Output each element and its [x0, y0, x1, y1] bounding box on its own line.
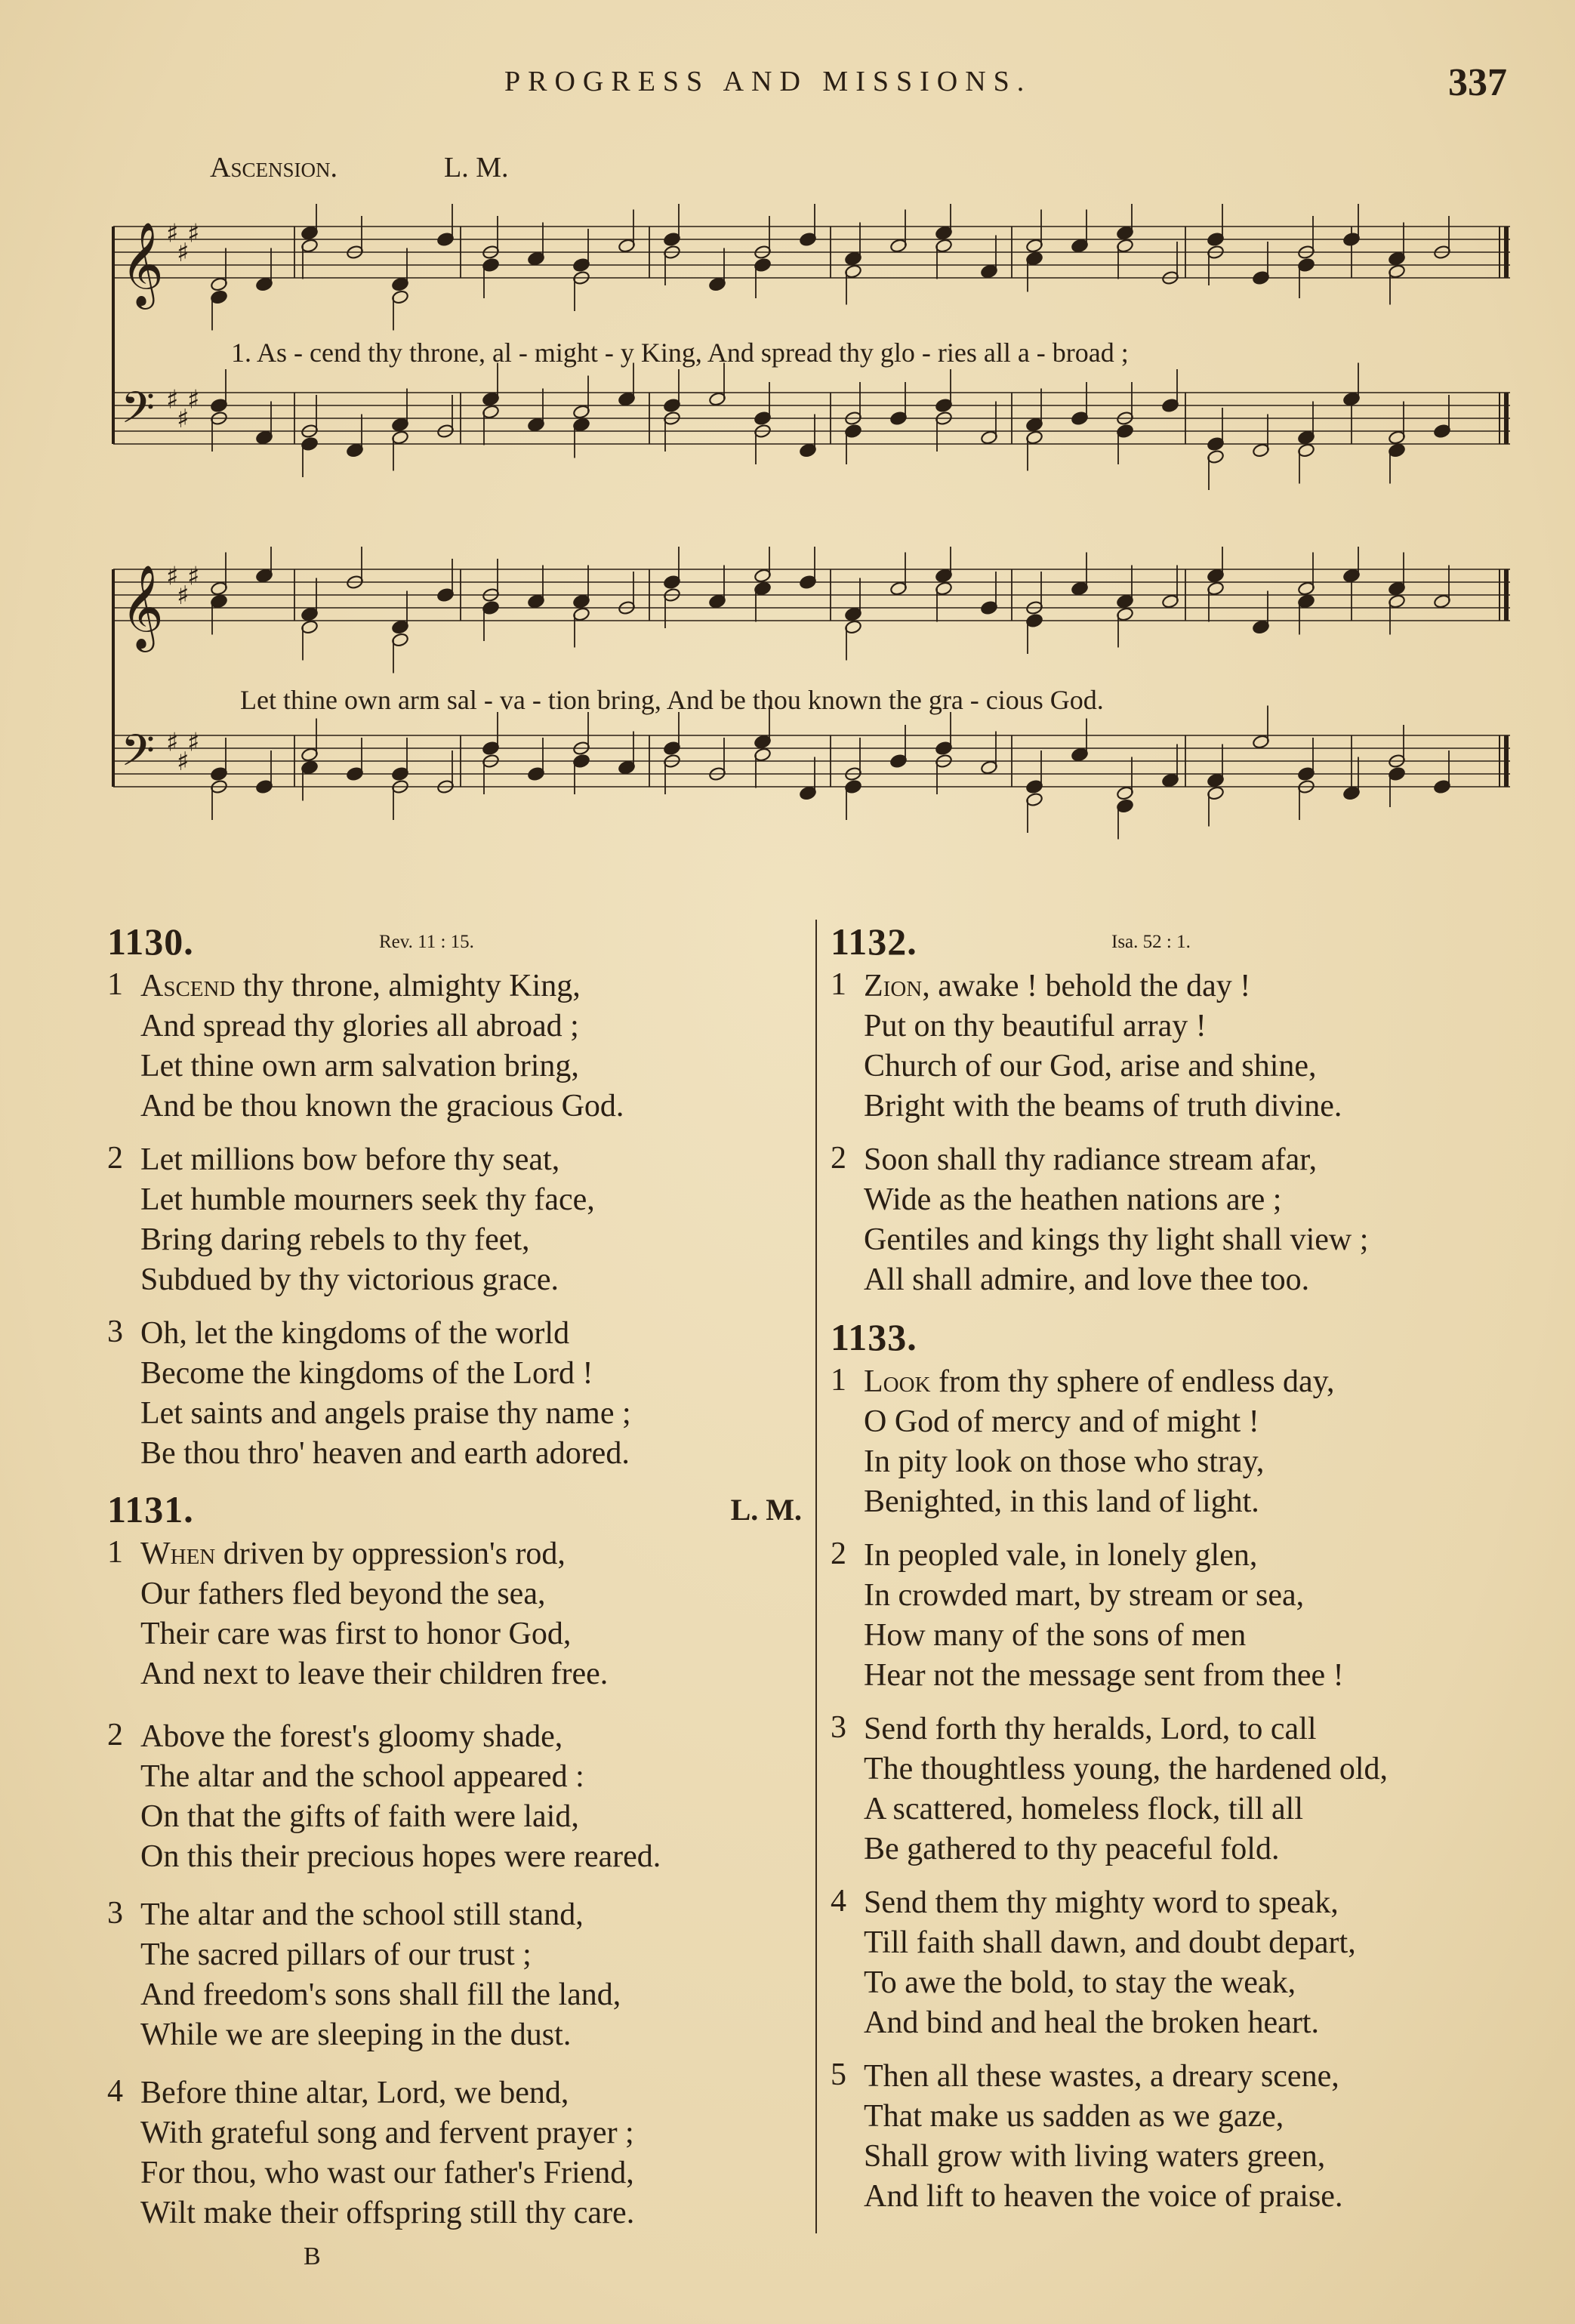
- verse-line: All shall admire, and love thee too.: [864, 1262, 1310, 1297]
- lyric-line-2: Let thine own arm sal - va - tion bring, And be thou known the gra - cious God.: [240, 685, 1104, 715]
- verse-line: thy throne, almighty King,: [242, 969, 581, 1003]
- stanza-number: 1: [831, 967, 846, 1002]
- sharp-icon: ♯: [177, 403, 190, 434]
- verse-line: awake ! behold the day !: [938, 969, 1251, 1003]
- sharp-icon: ♯: [166, 561, 179, 592]
- verse-line: Oh, let the kingdoms of the world: [140, 1316, 570, 1351]
- sharp-icon: ♯: [187, 727, 200, 758]
- verse-line: driven by oppression's rod,: [223, 1536, 566, 1571]
- verse-line: Church of our God, arise and shine,: [864, 1049, 1317, 1083]
- verse-line: Above the forest's gloomy shade,: [140, 1719, 563, 1754]
- stanza: [831, 1362, 1525, 1522]
- first-word: When: [140, 1536, 216, 1571]
- stanza: [831, 1709, 1525, 1869]
- verse-line: Gentiles and kings thy light shall view ;: [864, 1222, 1369, 1257]
- running-head: [0, 60, 1575, 106]
- sharp-icon: ♯: [166, 218, 179, 249]
- treble-clef-icon: 𝄞: [121, 221, 164, 306]
- stanza-number: 1: [831, 1363, 846, 1398]
- verse-line: While we are sleeping in the dust.: [140, 2017, 572, 2052]
- verse-line: The altar and the school still stand,: [140, 1897, 584, 1932]
- stanza-number: 2: [107, 1141, 123, 1176]
- stanza: [107, 1717, 802, 1877]
- final-barline: [1504, 735, 1509, 787]
- sharp-icon: ♯: [177, 237, 190, 268]
- hymn-1131: [107, 1487, 802, 2233]
- verse-line: The sacred pillars of our trust ;: [140, 1937, 532, 1972]
- hymn-1133: [831, 1315, 1525, 2217]
- verse-line: Then all these wastes, a dreary scene,: [864, 2059, 1339, 2094]
- verse-line: Let thine own arm salvation bring,: [140, 1049, 579, 1083]
- verse-line: Before thine altar, Lord, we bend,: [140, 2076, 569, 2110]
- verse-line: Soon shall thy radiance stream afar,: [864, 1142, 1318, 1177]
- sharp-icon: ♯: [187, 561, 200, 592]
- stanza: [831, 1883, 1525, 2043]
- verse-line: Our fathers fled beyond the sea,: [140, 1577, 546, 1611]
- verse-line: Benighted, in this land of light.: [864, 1484, 1259, 1519]
- verse-line: Wide as the heathen nations are ;: [864, 1182, 1282, 1217]
- final-barline: [1504, 393, 1509, 444]
- sharp-icon: ♯: [187, 218, 200, 249]
- verse-line: O God of mercy and of might !: [864, 1404, 1259, 1439]
- verse-line: Till faith shall dawn, and doubt depart,: [864, 1925, 1356, 1960]
- stanza: [107, 966, 802, 1127]
- verse-line: from thy sphere of endless day,: [938, 1364, 1335, 1399]
- sharp-icon: ♯: [166, 384, 179, 415]
- stanza-number: 1: [107, 967, 123, 1002]
- running-title: PROGRESS AND MISSIONS.: [504, 66, 1032, 97]
- stanza-number: 5: [831, 2057, 846, 2092]
- stanza-number: 2: [831, 1141, 846, 1176]
- hymn-number: 1133.: [831, 1316, 917, 1358]
- verse-line: How many of the sons of men: [864, 1618, 1247, 1653]
- column-divider: [815, 920, 817, 2233]
- verse-line: Be thou thro' heaven and earth adored.: [140, 1436, 630, 1471]
- sharp-icon: ♯: [187, 384, 200, 415]
- sharp-icon: ♯: [166, 727, 179, 758]
- verse-line: Let humble mourners seek thy face,: [140, 1182, 595, 1217]
- verse-line: And be thou known the gracious God.: [140, 1089, 624, 1123]
- scripture-reference: Isa. 52 : 1.: [1111, 932, 1191, 952]
- stanza-number: 2: [831, 1536, 846, 1571]
- verse-line: On that the gifts of faith were laid,: [140, 1799, 579, 1834]
- hymn-number: 1132.: [831, 920, 917, 963]
- verse-line: Wilt make their offspring still thy care.: [140, 2196, 635, 2230]
- verse-line: Let saints and angels praise thy name ;: [140, 1396, 631, 1431]
- sharp-icon: ♯: [177, 580, 190, 611]
- verse-line: And spread thy glories all abroad ;: [140, 1009, 579, 1043]
- stanza-number: 3: [107, 1896, 123, 1931]
- verse-line: Their care was first to honor God,: [140, 1617, 572, 1651]
- verse-line: Become the kingdoms of the Lord !: [140, 1356, 593, 1391]
- signature-mark: B: [304, 2242, 321, 2270]
- verse-line: Shall grow with living waters green,: [864, 2139, 1326, 2174]
- hymn-column-left: [107, 920, 802, 2247]
- verse-line: The altar and the school appeared :: [140, 1759, 584, 1794]
- verse-line: The thoughtless young, the hardened old,: [864, 1752, 1389, 1786]
- verse-line: In peopled vale, in lonely glen,: [864, 1538, 1258, 1573]
- verse-line: Send them thy mighty word to speak,: [864, 1885, 1339, 1920]
- tune-name: Ascension.: [210, 152, 338, 183]
- lyric-line-1: 1. As - cend thy throne, al - might - y King, And spread thy glo - ries all a - broad ;: [231, 338, 1129, 368]
- bass-clef-icon: 𝄢: [121, 382, 156, 444]
- verse-line: And freedom's sons shall fill the land,: [140, 1977, 621, 2012]
- hymn-meter: L. M.: [730, 1493, 802, 1527]
- stanza: [107, 1534, 802, 1694]
- verse-line: And next to leave their children free.: [140, 1657, 609, 1691]
- hymn-number: 1130.: [107, 920, 194, 963]
- verse-line: Put on thy beautiful array !: [864, 1009, 1207, 1043]
- stanza-number: 3: [107, 1315, 123, 1349]
- verse-line: Be gathered to thy peaceful fold.: [864, 1832, 1280, 1866]
- verse-line: Bright with the beams of truth divine.: [864, 1089, 1342, 1123]
- hymn-number: 1131.: [107, 1488, 194, 1530]
- stanza: [107, 2073, 802, 2233]
- verse-line: And lift to heaven the voice of praise.: [864, 2179, 1343, 2214]
- verse-line: To awe the bold, to stay the weak,: [864, 1965, 1296, 2000]
- verse-line: And bind and heal the broken heart.: [864, 2005, 1319, 2040]
- verse-line: Subdued by thy victorious grace.: [140, 1262, 559, 1297]
- hymn-column-right: [831, 920, 1525, 2230]
- verse-line: In pity look on those who stray,: [864, 1444, 1265, 1479]
- stanza-number: 1: [107, 1535, 123, 1570]
- page-number: 337: [1448, 61, 1507, 104]
- stanza-number: 4: [831, 1884, 846, 1919]
- verse-line: In crowded mart, by stream or sea,: [864, 1578, 1305, 1613]
- final-barline: [1504, 569, 1509, 621]
- scripture-reference: Rev. 11 : 15.: [379, 932, 474, 952]
- stanza-number: 4: [107, 2074, 123, 2109]
- bass-clef-icon: 𝄢: [121, 725, 156, 787]
- verse-line: Bring daring rebels to thy feet,: [140, 1222, 530, 1257]
- verse-line: A scattered, homeless flock, till all: [864, 1792, 1304, 1826]
- sharp-icon: ♯: [177, 746, 190, 777]
- first-word: Zion,: [864, 969, 930, 1003]
- treble-clef-icon: 𝄞: [121, 564, 164, 649]
- stanza: [107, 1895, 802, 2055]
- stanza: [107, 1314, 802, 1474]
- stanza-number: 2: [107, 1718, 123, 1752]
- stanza: [107, 1140, 802, 1300]
- hymn-1132: [831, 920, 1525, 1300]
- stanza: [831, 966, 1525, 1127]
- verse-line: For thou, who wast our father's Friend,: [140, 2156, 634, 2190]
- tune-meter: L. M.: [444, 152, 509, 183]
- verse-line: Let millions bow before thy seat,: [140, 1142, 560, 1177]
- verse-line: Hear not the message sent from thee !: [864, 1658, 1344, 1693]
- hymn-1130: [107, 920, 802, 1474]
- verse-line: On this their precious hopes were reared.: [140, 1839, 661, 1874]
- verse-line: That make us sadden as we gaze,: [864, 2099, 1284, 2134]
- first-word: Look: [864, 1364, 931, 1399]
- verse-line: With grateful song and fervent prayer ;: [140, 2116, 634, 2150]
- stanza: [831, 1140, 1525, 1300]
- first-word: Ascend: [140, 969, 236, 1003]
- stanza: [831, 1536, 1525, 1696]
- stanza: [831, 2057, 1525, 2217]
- final-barline: [1504, 227, 1509, 278]
- verse-line: Send forth thy heralds, Lord, to call: [864, 1712, 1317, 1746]
- stanza-number: 3: [831, 1710, 846, 1745]
